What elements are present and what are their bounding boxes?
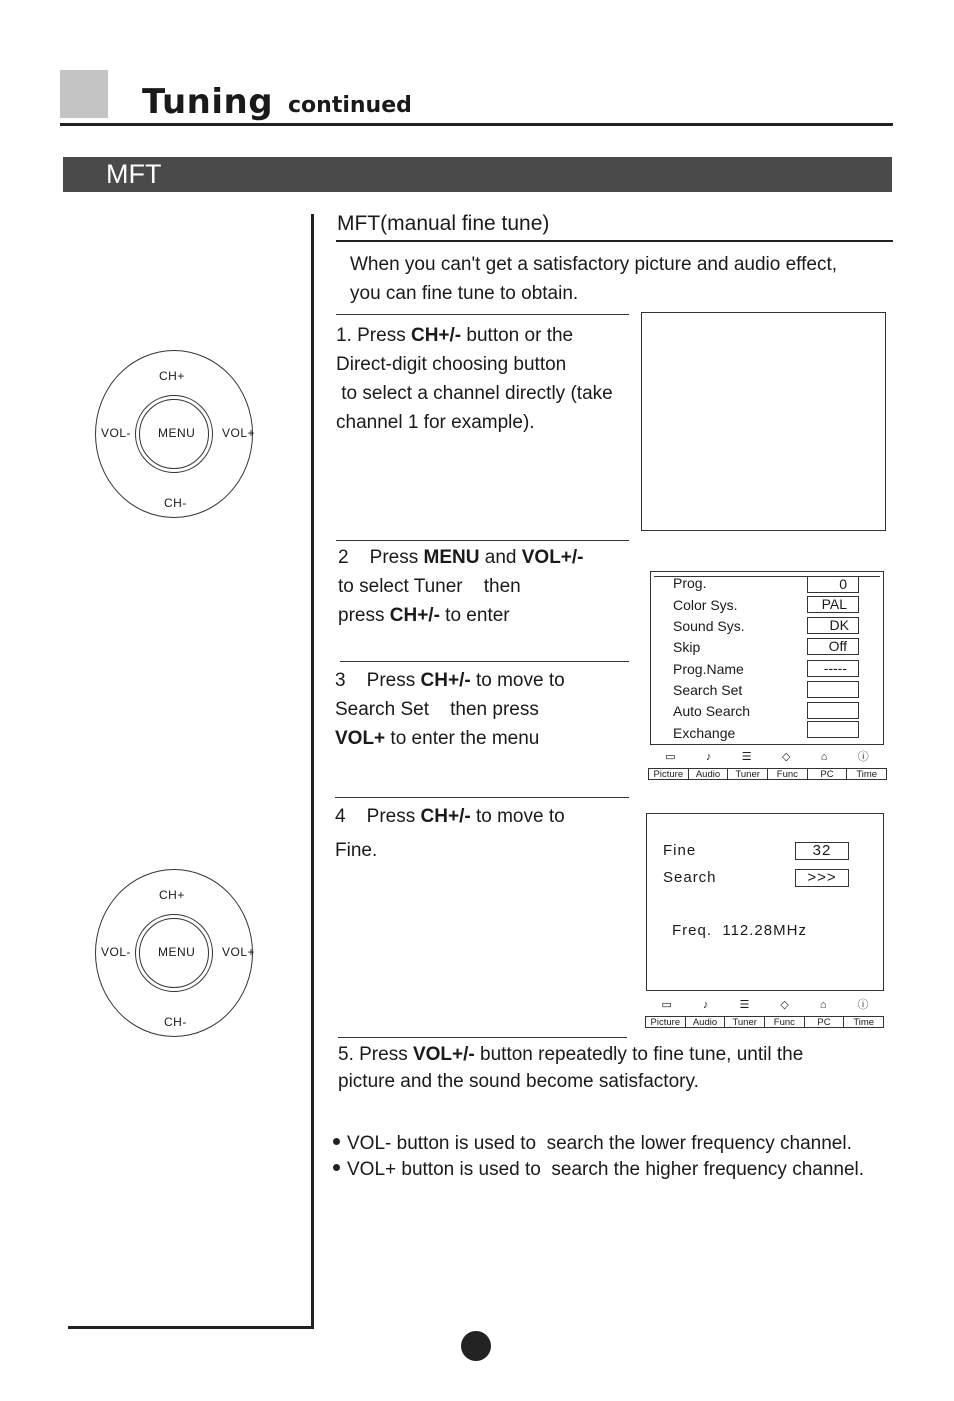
step-1: [336, 321, 656, 437]
step-key: VOL+: [335, 728, 386, 749]
section-bar: [63, 157, 892, 192]
step-text: 4 Press: [335, 806, 421, 827]
tab-pc: PC: [804, 1017, 844, 1027]
menu-row-value: [807, 702, 859, 719]
step-key: CH+/-: [420, 670, 471, 691]
step-text: to enter the menu: [385, 728, 540, 749]
search-label: Search: [663, 869, 717, 886]
menu-row-label: Prog.: [673, 575, 707, 591]
remote-dial: [95, 350, 256, 518]
step-2: [338, 543, 638, 630]
column-divider: [311, 214, 314, 1329]
tab-func: Func: [764, 1017, 804, 1027]
step-text: picture and the sound become satisfactory.: [338, 1071, 699, 1092]
vol-down-label: VOL-: [101, 945, 132, 959]
vol-up-label: VOL+: [222, 426, 256, 440]
func-icon: ◇: [781, 751, 791, 763]
header-gray-block: [60, 70, 108, 118]
remote-dial: [95, 869, 256, 1037]
time-icon: ⓘ: [857, 999, 869, 1011]
step-text: Search Set then press: [335, 699, 539, 720]
fine-label: Fine: [663, 842, 697, 859]
bullet-item: [333, 1159, 864, 1181]
picture-icon: ▭: [661, 999, 672, 1011]
ch-down-label: CH-: [164, 496, 187, 510]
bullet-text: VOL- button is used to search the lower frequency channel.: [347, 1133, 852, 1154]
fine-tune-screen: [646, 813, 884, 991]
step-rule: [338, 1037, 627, 1038]
vol-up-label: VOL+: [222, 945, 256, 959]
menu-row-label: Exchange: [673, 725, 736, 741]
step-text: button repeatedly to fine tune, until the: [474, 1044, 804, 1065]
step-text: 5. Press: [338, 1044, 413, 1065]
step-key: CH+/-: [410, 325, 462, 346]
menu-row-value: PAL: [807, 596, 859, 613]
page-number-dot: [461, 1331, 491, 1361]
step-rule: [340, 661, 629, 662]
page-subtitle: continued: [288, 93, 412, 118]
step-text: to select Tuner then: [338, 576, 521, 597]
menu-row-value: Off: [807, 638, 859, 655]
step-rule: [336, 314, 629, 315]
menu-tab-bar: [648, 768, 887, 780]
section-title: MFT: [106, 159, 162, 189]
menu-row-label: Skip: [673, 639, 701, 655]
ch-up-label: CH+: [159, 369, 185, 383]
tab-audio: Audio: [688, 769, 728, 779]
tuner-icon: ☰: [741, 751, 752, 763]
pc-icon: ⌂: [820, 751, 828, 763]
tab-picture: Picture: [648, 769, 688, 779]
step-text: press: [338, 605, 390, 626]
tab-func: Func: [767, 769, 807, 779]
menu-row-label: Color Sys.: [673, 597, 738, 613]
frequency-readout: Freq. 112.28MHz: [672, 922, 807, 939]
tab-time: Time: [843, 1017, 884, 1027]
vol-down-label: VOL-: [101, 426, 132, 440]
step-rule: [335, 797, 629, 798]
menu-icon-row: [646, 994, 884, 1011]
menu-label: MENU: [158, 945, 196, 959]
step-key: CH+/-: [389, 605, 440, 626]
page-title: Tuning: [142, 82, 274, 122]
tuner-menu-screen: [650, 571, 884, 745]
intro-text: [350, 250, 837, 308]
tv-screen-blank: [641, 312, 886, 531]
menu-row-value: DK: [807, 617, 859, 634]
bullet-dot: [333, 1138, 340, 1145]
tab-tuner: Tuner: [727, 769, 767, 779]
menu-icon-row: [650, 746, 884, 763]
tab-picture: Picture: [645, 1017, 685, 1027]
tab-tuner: Tuner: [724, 1017, 764, 1027]
menu-row-value: 0: [807, 576, 859, 593]
menu-row-value: [807, 721, 859, 738]
ch-up-label: CH+: [159, 888, 185, 902]
step-text: Direct-digit choosing button: [336, 354, 567, 375]
step-key: CH+/-: [420, 806, 471, 827]
menu-tab-bar: [645, 1016, 884, 1028]
tuner-icon: ☰: [739, 999, 750, 1011]
pc-icon: ⌂: [819, 999, 827, 1011]
subsection-title: MFT(manual fine tune): [337, 212, 550, 235]
step-key: VOL+/-: [521, 547, 584, 568]
audio-icon: ♪: [702, 999, 709, 1011]
bottom-rule: [68, 1326, 314, 1329]
step-key: MENU: [423, 547, 480, 568]
menu-row-label: Search Set: [673, 682, 743, 698]
step-text: to select a channel directly (take: [336, 383, 613, 404]
func-icon: ◇: [780, 999, 789, 1011]
audio-icon: ♪: [705, 751, 712, 763]
step-text: button or the: [461, 325, 574, 346]
search-value: >>>: [795, 869, 849, 887]
subsection-rule: [336, 240, 893, 242]
step-text: to move to: [470, 670, 565, 691]
header-rule: [60, 123, 893, 126]
step-4: [335, 802, 635, 865]
step-text: to enter: [439, 605, 510, 626]
fine-value: 32: [795, 842, 849, 860]
bullet-text: VOL+ button is used to search the higher frequency channel.: [347, 1159, 865, 1180]
tab-time: Time: [846, 769, 887, 779]
step-key: VOL+/-: [412, 1044, 475, 1065]
bullet-dot: [333, 1164, 340, 1171]
menu-row-label: Sound Sys.: [673, 618, 745, 634]
tab-pc: PC: [807, 769, 847, 779]
step-text: to move to: [470, 806, 565, 827]
time-icon: ⓘ: [857, 751, 869, 763]
picture-icon: ▭: [665, 751, 676, 763]
menu-label: MENU: [158, 426, 196, 440]
intro-line: you can fine tune to obtain.: [350, 283, 579, 304]
step-3: [335, 666, 635, 753]
bullet-item: [333, 1133, 852, 1155]
menu-row-value: [807, 681, 859, 698]
ch-down-label: CH-: [164, 1015, 187, 1029]
step-rule: [336, 540, 629, 541]
step-text: 2 Press: [338, 547, 424, 568]
step-text: 3 Press: [335, 670, 421, 691]
step-text: Fine.: [335, 840, 378, 861]
step-text: 1. Press: [336, 325, 411, 346]
step-text: channel 1 for example).: [336, 412, 535, 433]
menu-row-label: Auto Search: [673, 703, 751, 719]
menu-row-label: Prog.Name: [673, 661, 744, 677]
intro-line: When you can't get a satisfactory picture and audio effect,: [350, 254, 838, 275]
step-text: and: [479, 547, 522, 568]
step-5: [338, 1041, 888, 1095]
menu-row-value: -----: [807, 660, 859, 677]
tab-audio: Audio: [685, 1017, 725, 1027]
